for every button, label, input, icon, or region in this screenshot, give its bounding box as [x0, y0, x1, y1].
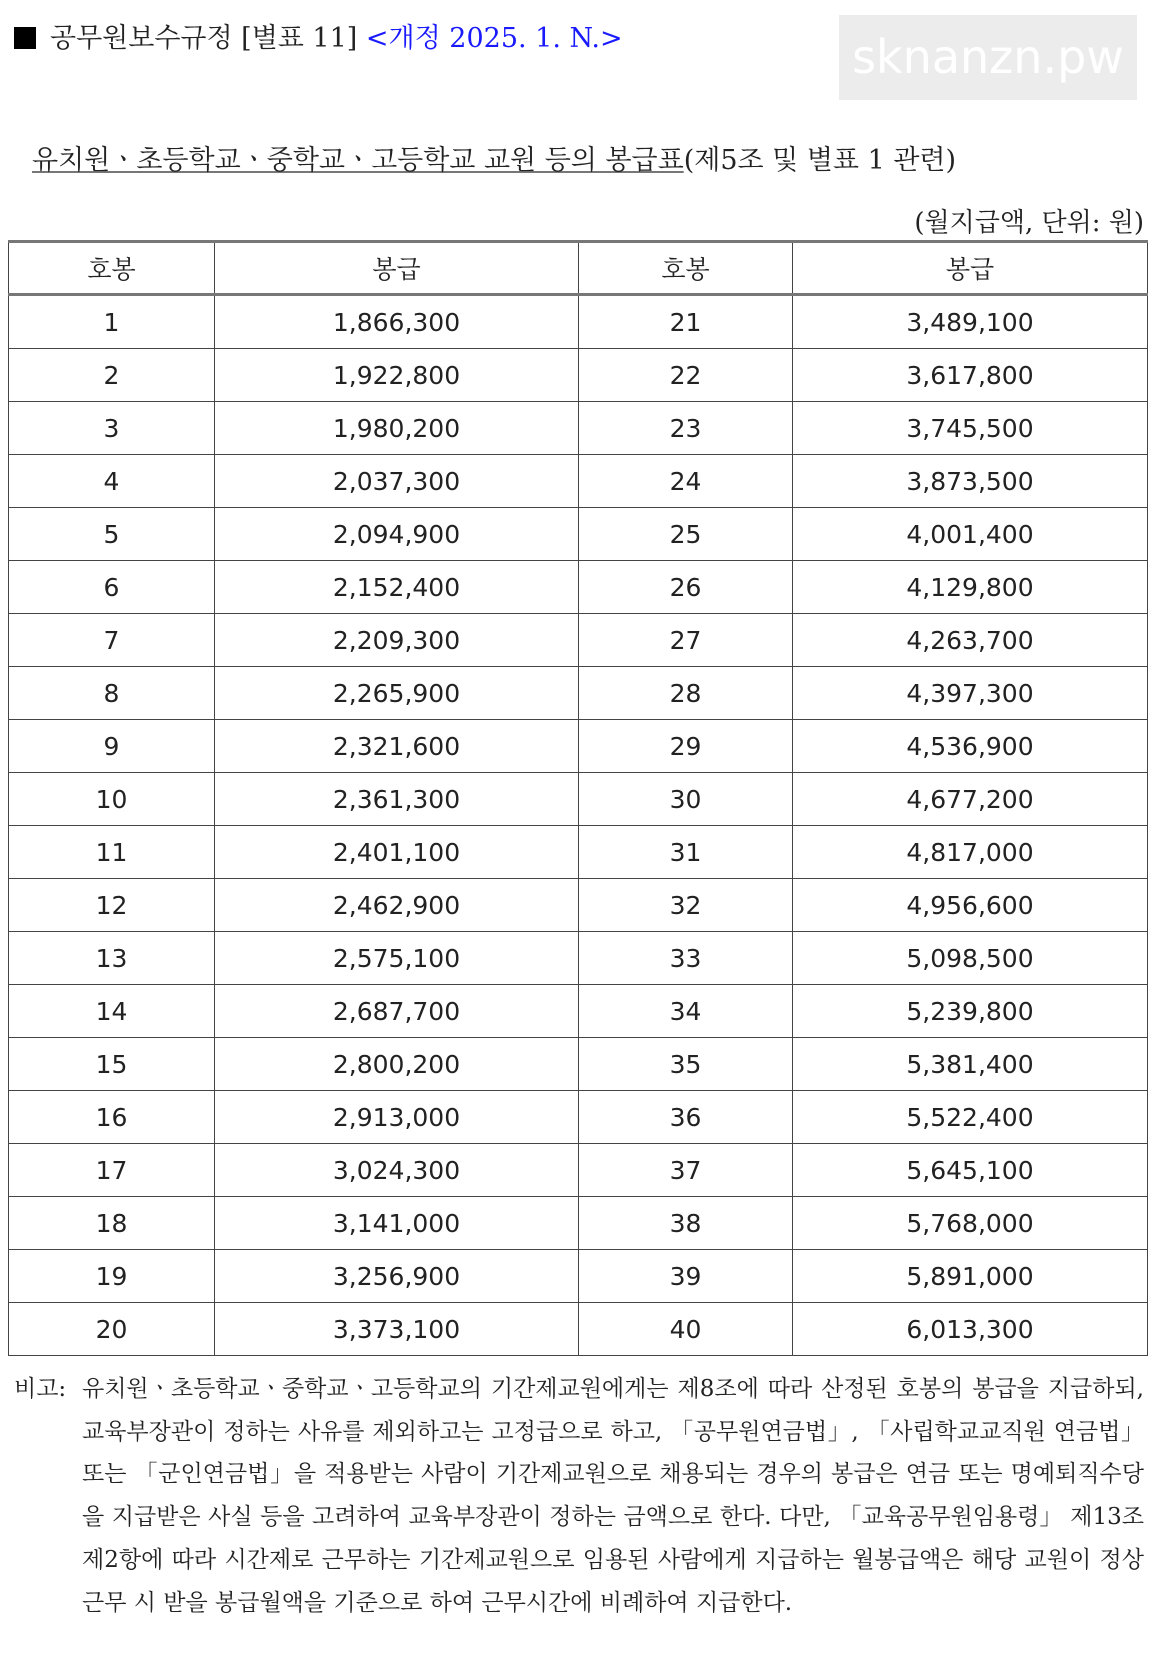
salary-cell: 3,745,500: [793, 402, 1148, 455]
table-row: [9, 295, 1148, 349]
table-title-ref: (제5조 및 별표 1 관련): [683, 145, 957, 176]
salary-cell: 5,768,000: [793, 1197, 1148, 1250]
step-cell: 1: [9, 295, 215, 349]
step-cell: 27: [579, 614, 793, 667]
salary-cell: 1,922,800: [215, 349, 579, 402]
salary-cell: 4,536,900: [793, 720, 1148, 773]
salary-cell: 4,677,200: [793, 773, 1148, 826]
step-cell: 31: [579, 826, 793, 879]
salary-cell: 2,037,300: [215, 455, 579, 508]
step-cell: 25: [579, 508, 793, 561]
salary-cell: 5,239,800: [793, 985, 1148, 1038]
step-cell: 30: [579, 773, 793, 826]
table-row: [9, 1091, 1148, 1144]
remarks: [14, 1368, 1144, 1624]
salary-cell: 2,575,100: [215, 932, 579, 985]
step-cell: 26: [579, 561, 793, 614]
salary-cell: 4,129,800: [793, 561, 1148, 614]
table-row: [9, 720, 1148, 773]
step-cell: 35: [579, 1038, 793, 1091]
step-cell: 8: [9, 667, 215, 720]
step-cell: 5: [9, 508, 215, 561]
salary-cell: 5,381,400: [793, 1038, 1148, 1091]
remarks-label: 비고:: [14, 1376, 67, 1402]
header-step: 호봉: [579, 242, 793, 295]
step-cell: 38: [579, 1197, 793, 1250]
salary-cell: 2,462,900: [215, 879, 579, 932]
step-cell: 16: [9, 1091, 215, 1144]
salary-cell: 2,800,200: [215, 1038, 579, 1091]
salary-cell: 3,256,900: [215, 1250, 579, 1303]
step-cell: 22: [579, 349, 793, 402]
salary-cell: 5,098,500: [793, 932, 1148, 985]
step-cell: 33: [579, 932, 793, 985]
salary-cell: 5,891,000: [793, 1250, 1148, 1303]
table-row: [9, 826, 1148, 879]
step-cell: 3: [9, 402, 215, 455]
table-title-main: 유치원ㆍ초등학교ㆍ중학교ㆍ고등학교 교원 등의 봉급표: [32, 145, 684, 176]
salary-cell: 4,397,300: [793, 667, 1148, 720]
step-cell: 2: [9, 349, 215, 402]
step-cell: 6: [9, 561, 215, 614]
salary-cell: 3,873,500: [793, 455, 1148, 508]
step-cell: 12: [9, 879, 215, 932]
step-cell: 36: [579, 1091, 793, 1144]
table-row: [9, 1144, 1148, 1197]
step-cell: 23: [579, 402, 793, 455]
step-cell: 20: [9, 1303, 215, 1356]
salary-cell: 2,265,900: [215, 667, 579, 720]
salary-cell: 3,141,000: [215, 1197, 579, 1250]
salary-cell: 2,094,900: [215, 508, 579, 561]
title-text: 공무원보수규정 [별표 11]: [50, 23, 358, 54]
table-row: [9, 773, 1148, 826]
step-cell: 37: [579, 1144, 793, 1197]
step-cell: 32: [579, 879, 793, 932]
salary-cell: 3,024,300: [215, 1144, 579, 1197]
table-row: [9, 561, 1148, 614]
step-cell: 40: [579, 1303, 793, 1356]
table-row: [9, 1250, 1148, 1303]
step-cell: 18: [9, 1197, 215, 1250]
salary-table: [8, 240, 1148, 1356]
step-cell: 28: [579, 667, 793, 720]
table-row: [9, 455, 1148, 508]
step-cell: 10: [9, 773, 215, 826]
step-cell: 17: [9, 1144, 215, 1197]
table-row: [9, 614, 1148, 667]
step-cell: 4: [9, 455, 215, 508]
salary-cell: 5,522,400: [793, 1091, 1148, 1144]
table-row: [9, 508, 1148, 561]
step-cell: 11: [9, 826, 215, 879]
table-row: [9, 349, 1148, 402]
salary-cell: 6,013,300: [793, 1303, 1148, 1356]
step-cell: 21: [579, 295, 793, 349]
step-cell: 7: [9, 614, 215, 667]
salary-cell: 2,361,300: [215, 773, 579, 826]
header-step: 호봉: [9, 242, 215, 295]
header-salary: 봉급: [215, 242, 579, 295]
table-row: [9, 985, 1148, 1038]
salary-cell: 4,956,600: [793, 879, 1148, 932]
salary-cell: 2,321,600: [215, 720, 579, 773]
salary-cell: 2,152,400: [215, 561, 579, 614]
step-cell: 24: [579, 455, 793, 508]
table-title: [32, 138, 956, 177]
watermark: sknanzn.pw: [839, 15, 1137, 100]
table-row: [9, 879, 1148, 932]
document-title: [14, 16, 623, 55]
table-row: [9, 932, 1148, 985]
table-header-row: [9, 242, 1148, 295]
step-cell: 14: [9, 985, 215, 1038]
salary-cell: 5,645,100: [793, 1144, 1148, 1197]
unit-note: (월지급액, 단위: 원): [914, 208, 1144, 238]
header-salary: 봉급: [793, 242, 1148, 295]
salary-cell: 4,263,700: [793, 614, 1148, 667]
salary-cell: 2,401,100: [215, 826, 579, 879]
step-cell: 34: [579, 985, 793, 1038]
step-cell: 13: [9, 932, 215, 985]
salary-cell: 3,617,800: [793, 349, 1148, 402]
revision-note: <개정 2025. 1. N.>: [365, 23, 623, 54]
salary-cell: 4,817,000: [793, 826, 1148, 879]
salary-cell: 4,001,400: [793, 508, 1148, 561]
step-cell: 39: [579, 1250, 793, 1303]
salary-cell: 2,687,700: [215, 985, 579, 1038]
square-bullet-icon: [14, 27, 36, 49]
salary-cell: 3,373,100: [215, 1303, 579, 1356]
table-row: [9, 1197, 1148, 1250]
salary-cell: 2,913,000: [215, 1091, 579, 1144]
remarks-text: 유치원ㆍ초등학교ㆍ중학교ㆍ고등학교의 기간제교원에게는 제8조에 따라 산정된 호봉의 봉급을 지급하되, 교육부장관이 정하는 사유를 제외하고는 고정급으로 하고, 「공무원연금법」, 「사립학교교직원 연금법」 또는 「군인연금법」을 적용받는 사람이 기간제교원으로 채용되는 경우의 봉급은 연금 또는 명예퇴직수당을 지급받은 사실 등을 고려하여 교육부장관이 정하는 금액으로 한다. 다만, 「교육공무원임용령」 제13조제2항에 따라 시간제로 근무하는 기간제교원으로 임용된 사람에게 지급하는 월봉급액은 해당 교원이 정상근무 시 받을 봉급월액을 기준으로 하여 근무시간에 비례하여 지급한다.: [82, 1376, 1144, 1616]
step-cell: 29: [579, 720, 793, 773]
salary-cell: 1,866,300: [215, 295, 579, 349]
table-row: [9, 1038, 1148, 1091]
step-cell: 19: [9, 1250, 215, 1303]
salary-cell: 3,489,100: [793, 295, 1148, 349]
table-row: [9, 402, 1148, 455]
table-row: [9, 667, 1148, 720]
salary-cell: 2,209,300: [215, 614, 579, 667]
salary-cell: 1,980,200: [215, 402, 579, 455]
step-cell: 9: [9, 720, 215, 773]
table-row: [9, 1303, 1148, 1356]
step-cell: 15: [9, 1038, 215, 1091]
